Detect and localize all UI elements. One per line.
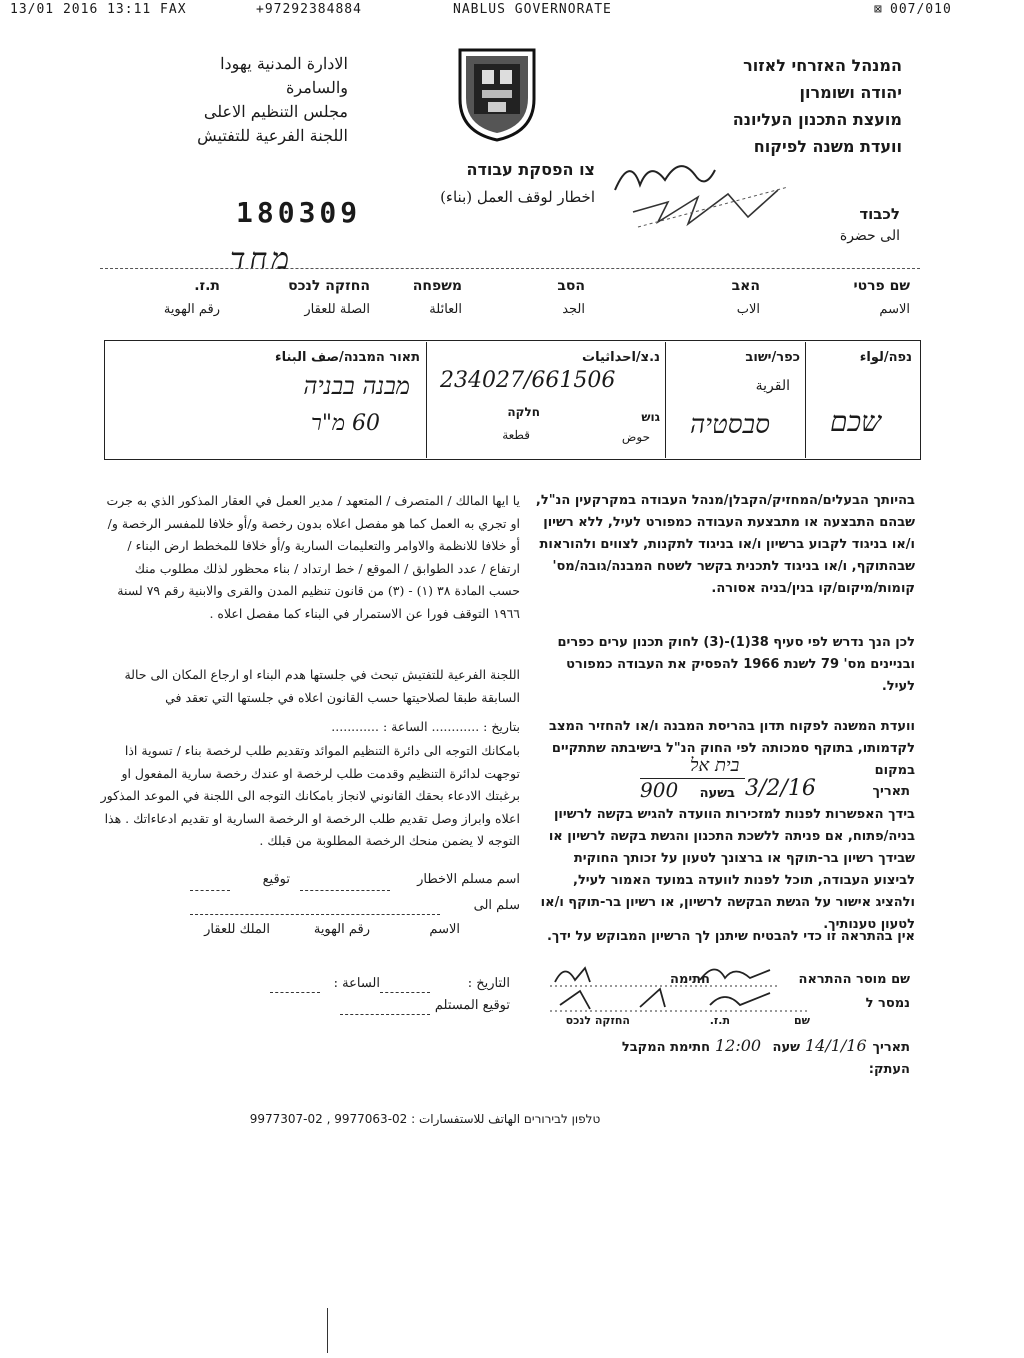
arabic-time-label: الساعة :: [333, 976, 380, 991]
field-property-holding: החזקה לנכס الصلة للعقار: [288, 278, 370, 317]
field-grandfather-name: הסב الجد: [557, 278, 585, 317]
delivered-id-label: ת.ז.: [709, 1014, 730, 1027]
arabic-name-label: الاسم: [429, 922, 460, 937]
arabic-body-p3: بامكانك التوجه الى دائرة التنظيم الموائد وتقديم طلب لرخصة بناء / تسوية اذا توجهت لدائرة التنظيم وقدمت طلب لرخصة او عندك رخصة سارية المفعول او برغبتك الادعاء بحقك القانوني لانجاز بامكانك التوجه الى اللجنة في الموعد المذكور اعلاه وابراز وصل تقديم طلب الرخصة او الرخصة السارية او تقديم ادعاءاتك . هذا التوجه لا يضمن منحك الرخصة المطلوبة من قبلك .: [100, 743, 520, 848]
receipt-date-value: 14/1/16: [805, 1036, 867, 1055]
server-name-label: שם מוסר ההתראה: [798, 972, 910, 987]
header-hebrew: [640, 52, 902, 160]
header-arabic-line2: والسامرة: [286, 78, 348, 97]
emblem-logo: [452, 44, 542, 144]
arabic-receiver-label: توقيع المستلم: [434, 998, 510, 1013]
field-id-number: ת.ז. رقم الهوية: [163, 278, 220, 317]
arabic-date-line: بتاريخ : ............ الساعة : ............: [331, 719, 520, 734]
arabic-id-label: رقم الهوية: [313, 922, 370, 937]
block-label: גוש: [641, 410, 660, 424]
arabic-body-p2: اللجنة الفرعية للتفتيش تبحث في جلستها هدم البناء او ارجاع المكان الى حالة السابقة طبقا لصلاحيتها حسب القانون اعلاه في جلستها التي تعقد في: [124, 667, 520, 705]
village-value: סבסטיה: [690, 410, 770, 440]
arabic-signature-label: توقيع: [262, 872, 290, 887]
fax-page-icon: ⊠: [874, 2, 883, 17]
hebrew-body-p4: בידך האפשרות לפנות למזכירות הוועדה להגיש בקשה לרשיון בניה/פתוח, אם פניתה ללשכת התכנון והגשת בקשה לרשיון או שבידך רשיון בר-תוקף או ברצונך לטעון על זכותך החוקית לביצוע העבודה, תוכל לפנות לוועדה במועד האמור לעיל, ולהציג אישור על הגשת הבקשה לרשיון, או רשיון בר-תוקף ו/או לטעון טענותיך.: [540, 807, 915, 932]
district-label: נפה/لواء: [859, 350, 912, 365]
header-hebrew-line2: יהודה ושומרון: [799, 83, 902, 102]
arabic-body-p1: يا ايها المالك / المتصرف / المتعهد / مدير العمل في العقار المذكور الذي به جرت او تجري به العمل كما هو مفصل اعلاه بدون رخصة و/أو خلافا للمفسر الرخصة و/أو خلافا للانظمة والاوامر والتعليمات السارية و/أو خلافا للمخطط ارض البناء /ارتفاع / عدد الطوابق / الموقع / خط ارتداد / بناء محظور لذلك مطلوب منك حسب المادة ٣٨ (١) - (٣) من قانون تنظيم المدن والقرى والابنية رقم ٧٩ لسنة ١٩٦٦ التوقف فورا عن الاستمرار في البناء كما مفصل اعلاه .: [106, 493, 520, 621]
block-label-arabic: حوض: [621, 430, 650, 444]
order-number: 180309: [236, 196, 362, 229]
header-hebrew-line3: מועצת התכנון העליונה: [732, 110, 902, 129]
fax-page-number: 007/010: [890, 2, 952, 17]
copy-label: העתק:: [868, 1062, 910, 1077]
footer-phones: טלפון לבירורים الهاتف للاستفسارات : 02-9977063 , 02-9977307: [249, 1112, 601, 1126]
village-label: כפר/ישוב: [745, 350, 800, 365]
parcel-label: חלקה: [507, 405, 540, 419]
field-father-name: האב الاب: [731, 278, 760, 317]
receipt-date-label: תאריך: [872, 1040, 910, 1055]
district-value: שכם: [830, 405, 881, 438]
coords-value: 234027/661506: [440, 368, 616, 393]
meeting-date-value: 3/2/16: [745, 776, 816, 801]
field-family-name: משפחה العائلة: [412, 278, 462, 317]
delivered-holding-label: החזקה לנכס: [565, 1014, 630, 1027]
scan-artifact: [327, 1308, 328, 1353]
receipt-time-value: 12:00: [715, 1036, 762, 1055]
meeting-place-value: בית אל: [690, 755, 740, 776]
field-first-name: שם פרטי الاسم: [853, 278, 910, 317]
hebrew-body-p2: לכן הנך נדרש לפי סעיף 38(1)-(3) לחוק תכנון ערים כפרים ובניינים מס' 79 לשנת 1966 להפסיק את העבודה כמפורט לעיל.: [557, 635, 915, 694]
hebrew-body-p5: אין בהתראה זו כדי להבטיח שיתנן לך הרשיון המבוקש על ידך.: [546, 929, 915, 944]
server-signature-label: חתימה: [670, 972, 710, 987]
parcel-label-arabic: قطعة: [502, 428, 530, 442]
meeting-time-label: בשעה: [699, 786, 735, 801]
arabic-date-label: التاريخ :: [467, 976, 510, 991]
to-label-arabic: الى حضرة: [839, 228, 900, 244]
meeting-time-value: 900: [640, 778, 679, 802]
official-signature: [628, 182, 798, 232]
header-hebrew-line1: המנהל האזרחי לאזור: [743, 56, 902, 75]
meeting-date-label: תאריך: [872, 784, 910, 799]
arabic-delivered-to: سلم الى: [473, 898, 520, 913]
order-title-arabic: اخطار لوقف العمل (بناء): [440, 188, 595, 206]
delivered-to-label: נמסר ל: [865, 996, 910, 1011]
village-label-arabic: القرية: [755, 378, 790, 394]
header-arabic: [88, 52, 348, 148]
header-arabic-line1: الادارة المدنية يهودا: [220, 54, 348, 73]
header-hebrew-line4: וועדת משנה לפיקוח: [753, 137, 902, 156]
fax-phone: +97292384884: [256, 2, 362, 17]
arabic-notifier-label: اسم مسلم الاخطار: [417, 872, 520, 887]
receipt-time-label: שעה: [772, 1040, 800, 1055]
personal-fields-row: [100, 278, 910, 330]
header-arabic-line3: مجلس التنظيم الاعلى: [203, 102, 348, 121]
order-title-hebrew: צו הפסקת עבודה: [466, 160, 595, 179]
fax-timestamp: 13/01 2016 13:11 FAX: [10, 2, 187, 17]
arabic-owner-label: الملك للعقار: [204, 922, 270, 937]
delivered-name-label: שם: [793, 1014, 810, 1027]
recipient-line: [100, 268, 920, 269]
description-value-2: 60 מ"ר: [311, 411, 380, 436]
to-label-hebrew: לכבוד: [859, 205, 900, 223]
fax-sender: NABLUS GOVERNORATE: [453, 2, 612, 17]
description-value-1: מבנה בבניה: [303, 372, 410, 400]
header-arabic-line4: اللجنة الفرعية للتفتيش: [197, 126, 348, 145]
hebrew-body-p1: בהיותך הבעלים/המחזיק/הקבלן/מנהל העבודה במקרקעין הנ"ל, שבהם התבצעה או מתבצעת העבודה כמפורט לעיל, ללא רשיון ו/או בניגוד לקבוע ברשיון ו/או בניגוד לתקנות, לצווים ולהוראות שבהתוקף, ו/או בניגוד לתכנית בקשר לשטח המבנה/גובה/מס' קומות/מיקום/קו בנין/בניה אסורה.: [535, 493, 915, 596]
coords-label: נ.צ/احداثيات: [582, 350, 660, 365]
hebrew-body-p3: וועדת המשנה לפקוח תדון בהריסת המבנה ו/או להחזיר המצב לקדמותו, בתוקף סמכותה לפי החוק הנ"ל בישיבתה שתתקיים במקום: [549, 719, 915, 778]
receiver-signature-label: חתימת המקבל: [621, 1040, 710, 1055]
delivered-signature: [550, 985, 810, 1015]
handwritten-recipient: מחד: [230, 242, 294, 277]
description-label: תאור המבנה/صف البناء: [274, 350, 420, 365]
